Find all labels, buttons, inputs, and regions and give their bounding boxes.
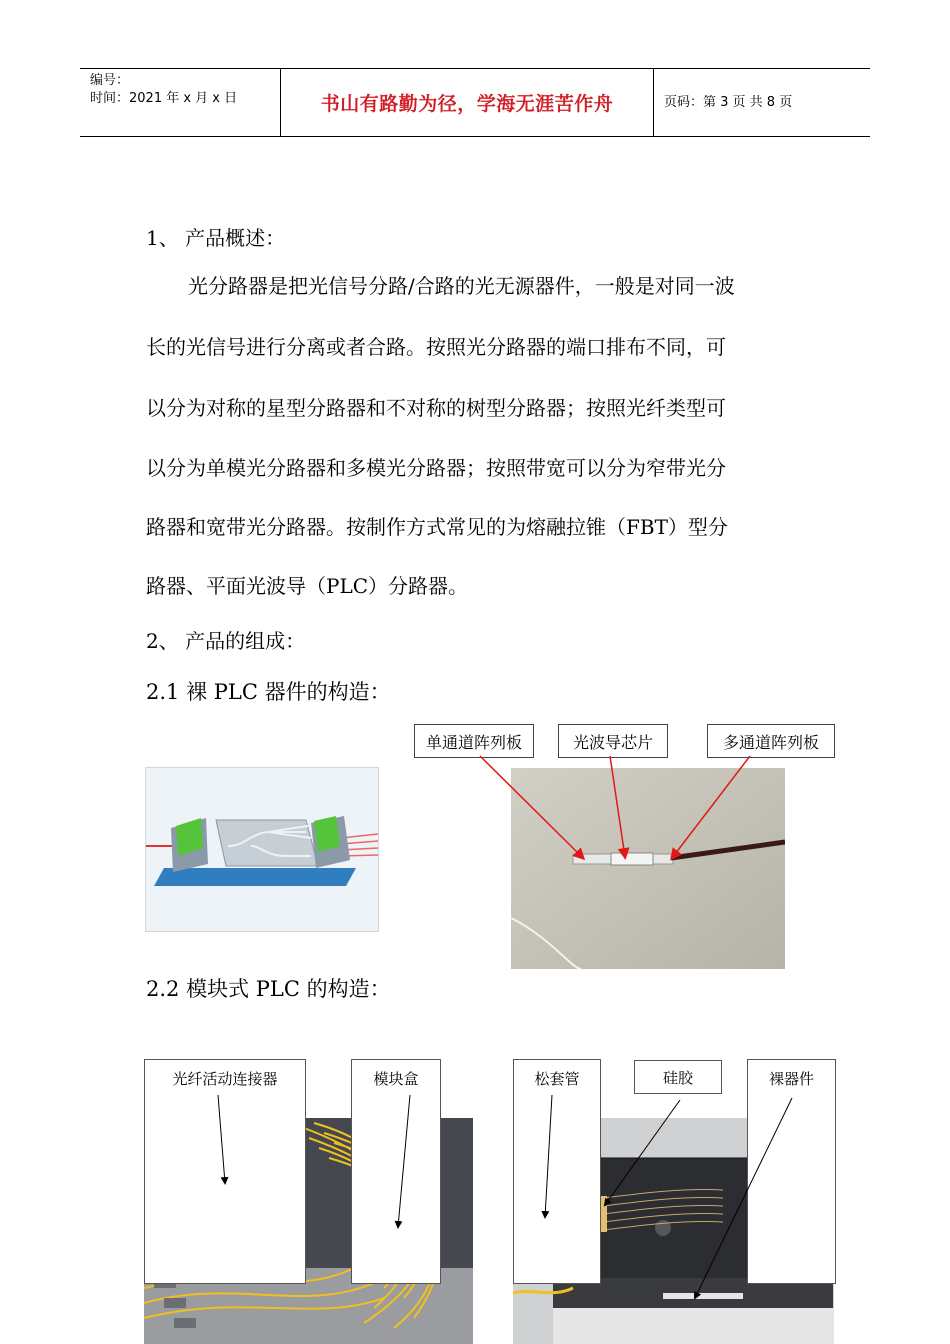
section1-line-4: 以分为单模光分路器和多模光分路器；按照带宽可以分为窄带光分 [146,456,726,480]
label-module-box: 模块盒 [373,1070,419,1088]
section1-line-3: 以分为对称的星型分路器和不对称的树型分路器；按照光纤类型可 [146,396,726,420]
section2-2-heading: 2.2 模块式 PLC 的构造： [146,977,391,1001]
doc-time-label: 时间：2021 年 x 月 x 日 [90,91,238,106]
section1-line-1: 光分路器是把光信号分路/合路的光无源器件，一般是对同一波 [188,274,735,298]
section1-line-6: 路器、平面光波导（PLC）分路器。 [146,574,469,598]
label-bare-device: 裸器件 [768,1070,814,1088]
label-waveguide-chip: 光波导芯片 [558,724,668,758]
label-fiber-connector: 光纤活动连接器 [172,1070,278,1088]
label-multi-channel-array: 多通道阵列板 [707,724,835,758]
doc-number-label: 编号： [90,73,130,88]
label-silicone: 硅胶 [662,1069,693,1087]
section2-heading: 2、 产品的组成： [146,629,306,653]
section1-line-2: 长的光信号进行分离或者合路。按照光分路器的端口排布不同，可 [146,335,726,359]
label-loose-tube: 松套管 [534,1070,580,1088]
header-motto: 书山有路勤为径，学海无涯苦作舟 [320,93,614,115]
label-single-channel-array: 单通道阵列板 [414,724,534,758]
section1-line-5: 路器和宽带光分路器。按制作方式常见的为熔融拉锥（FBT）型分 [146,515,728,539]
section1-heading: 1、 产品概述： [146,226,286,250]
section2-1-heading: 2.1 裸 PLC 器件的构造： [146,680,391,704]
page-number: 页码：第 3 页 共 8 页 [664,94,793,110]
